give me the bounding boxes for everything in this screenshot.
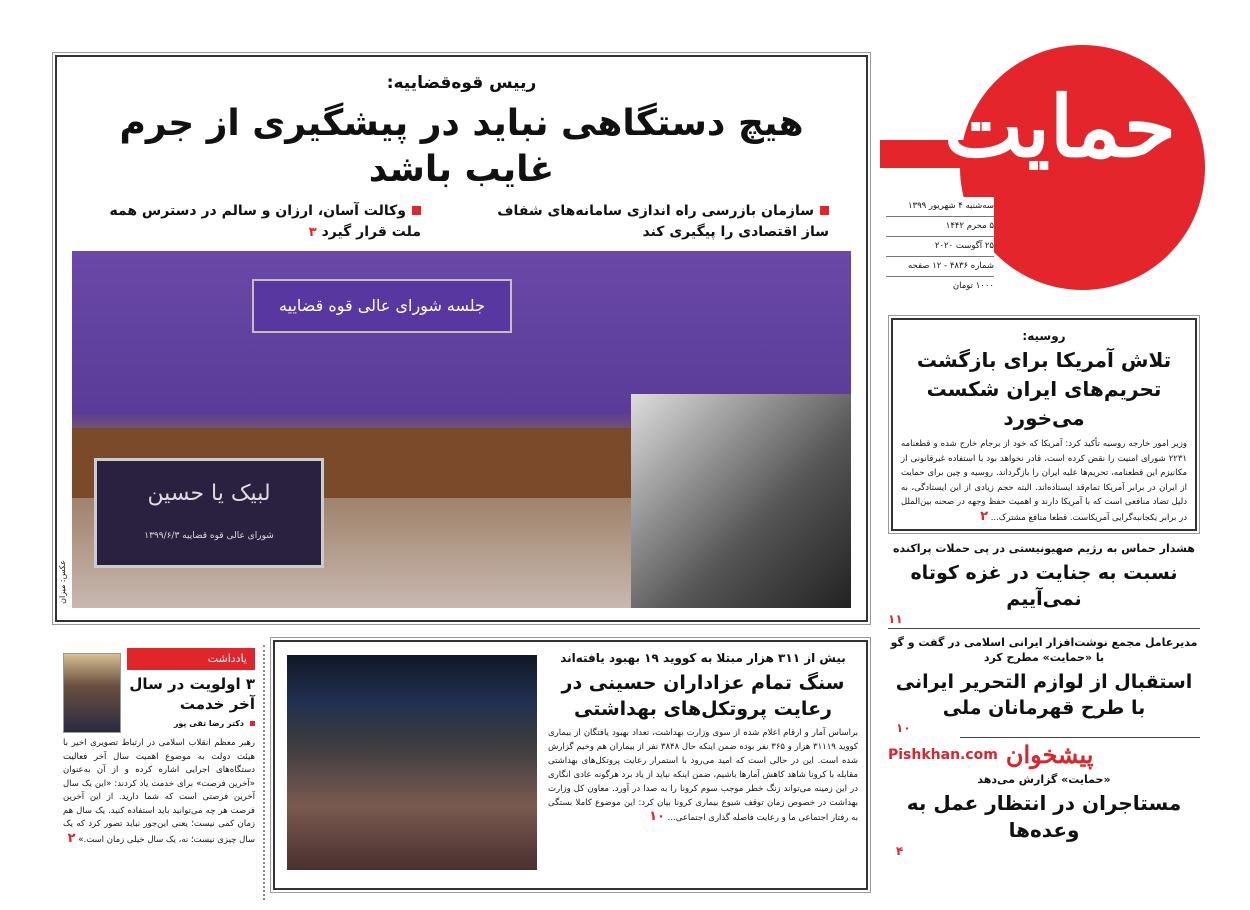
photo-attendees [631,394,851,608]
body-text: براساس آمار و ارقام اعلام شده از سوی وزارت بهداشت، تعداد بهبود یافتگان از بیماری کووید ۳۱۱۱۹ هزار و ۳۶۵ نفر بوده ضمن اینکه حال ۳۸۴۸ نفر از بیماران هم وخیم گزارش شده است. این در حالی است که امید می‌رود با استمرار رعایت پروتکل‌های بهداشتی مقابله با کرونا شاهد کاهش آمارها باشیم، ضمن اینکه نباید از یاد برد هرگونه عادی انگاری در این زمینه می‌تواند زنگ خطر موجب سوم کرونا را به صدا در آورد. معاون کل وزارت بهداشت در خصوص زمان توقف شیوع بیماری کرونا بیان کرد: این موضوع کاملا بستگی به رفتار اجتماعی ما و رعایت فاصله گذاری اجتماعی... [548,728,858,823]
divider [888,628,1200,629]
oped-body [63,737,255,847]
tenants-headline: مستاجران در انتظار عمل به وعده‌ها [906,791,1182,842]
body-text: وزیر امور خارجه روسیه تأکید کرد: آمریکا که خود از برجام خارج شده و قطعنامه ۲۲۳۱ شورای امنیت را نقض کرده است، قادر نخواهد بود با استفاده غیرقانونی از مکانیزم این قطعنامه، تحریم‌ها علیه ایران را بازگرداند. روسیه و چین برای حمایت از ایران در برابر آمریکا تمام‌قد ایستاده‌اند. البته حجم زیادی از این ایستادگی، به دلیل تضاد منافعی است که با آمریکا دارند و اهمیت حفظ وجهه در صحنه بین‌الملل در برابر یکجانبه‌گرایی آمریکاست. قطعا منافع مشترک... [901,439,1187,523]
subhead-text: وکالت آسان، ارزان و سالم در دسترس همه ملت قرار گیرد [109,203,421,240]
author-name: دکتر رضا تقی پور [173,719,244,728]
tahrir-kicker: مدیرعامل مجمع نوشت‌افزار ایرانی اسلامی در گفت و گو با «حمایت» مطرح کرد [890,636,1198,664]
watermark-fa: پیشخوان [1005,740,1094,769]
watermark [888,740,1200,770]
date-line: ۵ محرم ۱۴۴۲ [886,217,994,237]
mourners-headline: سنگ تمام عزاداران حسینی در رعایت پروتکل‌های بهداشتی [561,672,845,720]
tenants-kicker: «حمایت» گزارش می‌دهد [977,773,1111,786]
oped-heading-area [127,648,255,733]
bullet-icon [412,206,421,215]
watermark-en: Pishkhan.com [888,747,998,763]
russia-headline: تلاش آمریکا برای بازگشت تحریم‌های ایران شکست می‌خورد [916,348,1172,430]
hamas-story[interactable] [888,541,1200,629]
author-photo [63,653,121,733]
lead-subhead-right [484,201,829,243]
russia-body [893,433,1195,525]
oped-label: یادداشت [127,648,255,670]
page-ref: ۱۰ [896,721,911,735]
mourners-photo [287,655,537,870]
page-ref: ۳ [308,225,317,240]
page-ref: ۲ [67,830,76,846]
page-ref: ۲ [980,508,988,524]
photo-sign [94,458,324,568]
hamas-kicker: هشدار حماس به رژیم صهیونیستی در پی حملات پراکنده [893,542,1195,555]
lead-photo [58,251,851,608]
divider [960,737,1200,738]
mourners-body [548,726,858,825]
lead-subhead-left [76,201,421,243]
russia-kicker: روسیه: [1022,329,1066,343]
tenants-story[interactable] [888,772,1200,858]
lead-story[interactable] [55,55,868,622]
sign-text: لبیک یا حسین [147,481,271,506]
subhead-text: سازمان بازرسی راه اندازی سامانه‌های شفاف ساز اقتصادی را پیگیری کند [497,203,829,240]
date-line: ۲۵ آگوست ۲۰۲۰ [886,237,994,257]
hamas-headline: نسبت به جنایت در غزه کوتاه نمی‌آییم [910,562,1178,610]
mourners-story[interactable] [273,640,868,890]
photo-banner: جلسه شورای عالی قوه قضاییه [252,279,512,333]
body-text: رهبر معظم انقلاب اسلامی در ارتباط تصویری اخیر با هیئت دولت به موضوع اهمیت سال آخر فعالیت دستگاه‌های اجرایی اشاره کرده و از آن به‌عنوان «آخرین فرصت» برای خدمت یاد کردند: «این یک سال آخرین فرصتی است که شما دارید. از این آخرین فرصت هر چه می‌توانید باید استفاده کنید. یک سال هم زمان کمی نیست؛ یعنی این‌جور نباید تصور کرد که یک سال چیزی نیست؛ نه، یک سال خیلی زمان است.» [63,738,255,845]
lead-headline: هیچ دستگاهی نباید در پیشگیری از جرم غایب باشد [119,103,804,190]
mourners-text [548,650,858,825]
lead-kicker: رییس قوه‌قضاییه: [386,73,537,93]
date-block [886,197,994,296]
tahrir-story[interactable] [888,635,1200,738]
bullet-icon [820,206,829,215]
right-column [888,318,1200,858]
price-line: ۱۰۰۰ تومان [952,281,994,291]
tahrir-headline: استقبال از لوازم التحریر ایرانی با طرح قهرمانان ملی [895,671,1193,719]
page-ref: ۱۱ [888,612,903,626]
oped-column[interactable] [55,645,265,900]
russia-story[interactable] [891,318,1197,531]
bullet-icon [250,721,255,726]
masthead [880,45,1210,295]
issue-line: شماره ۴۸۳۶ - ۱۲ صفحه [886,257,994,277]
oped-top [63,648,255,733]
page-ref: ۴ [896,844,904,858]
date-line: سه‌شنبه ۴ شهریور ۱۳۹۹ [886,197,994,217]
oped-headline: ۳ اولویت در سال آخر خدمت [129,675,255,713]
page-ref: ۱۰ [649,809,665,824]
logo: حمایت [944,77,1176,176]
mourners-kicker: بیش از ۳۱۱ هزار مبتلا به کووید ۱۹ بهبود یافته‌اند [560,651,846,665]
sign-date: شورای عالی قوه قضاییه ۱۳۹۹/۶/۳ [144,531,274,541]
oped-author [127,718,255,730]
photo-credit: عکس: میزان [58,560,67,604]
lead-subheads [72,201,851,243]
